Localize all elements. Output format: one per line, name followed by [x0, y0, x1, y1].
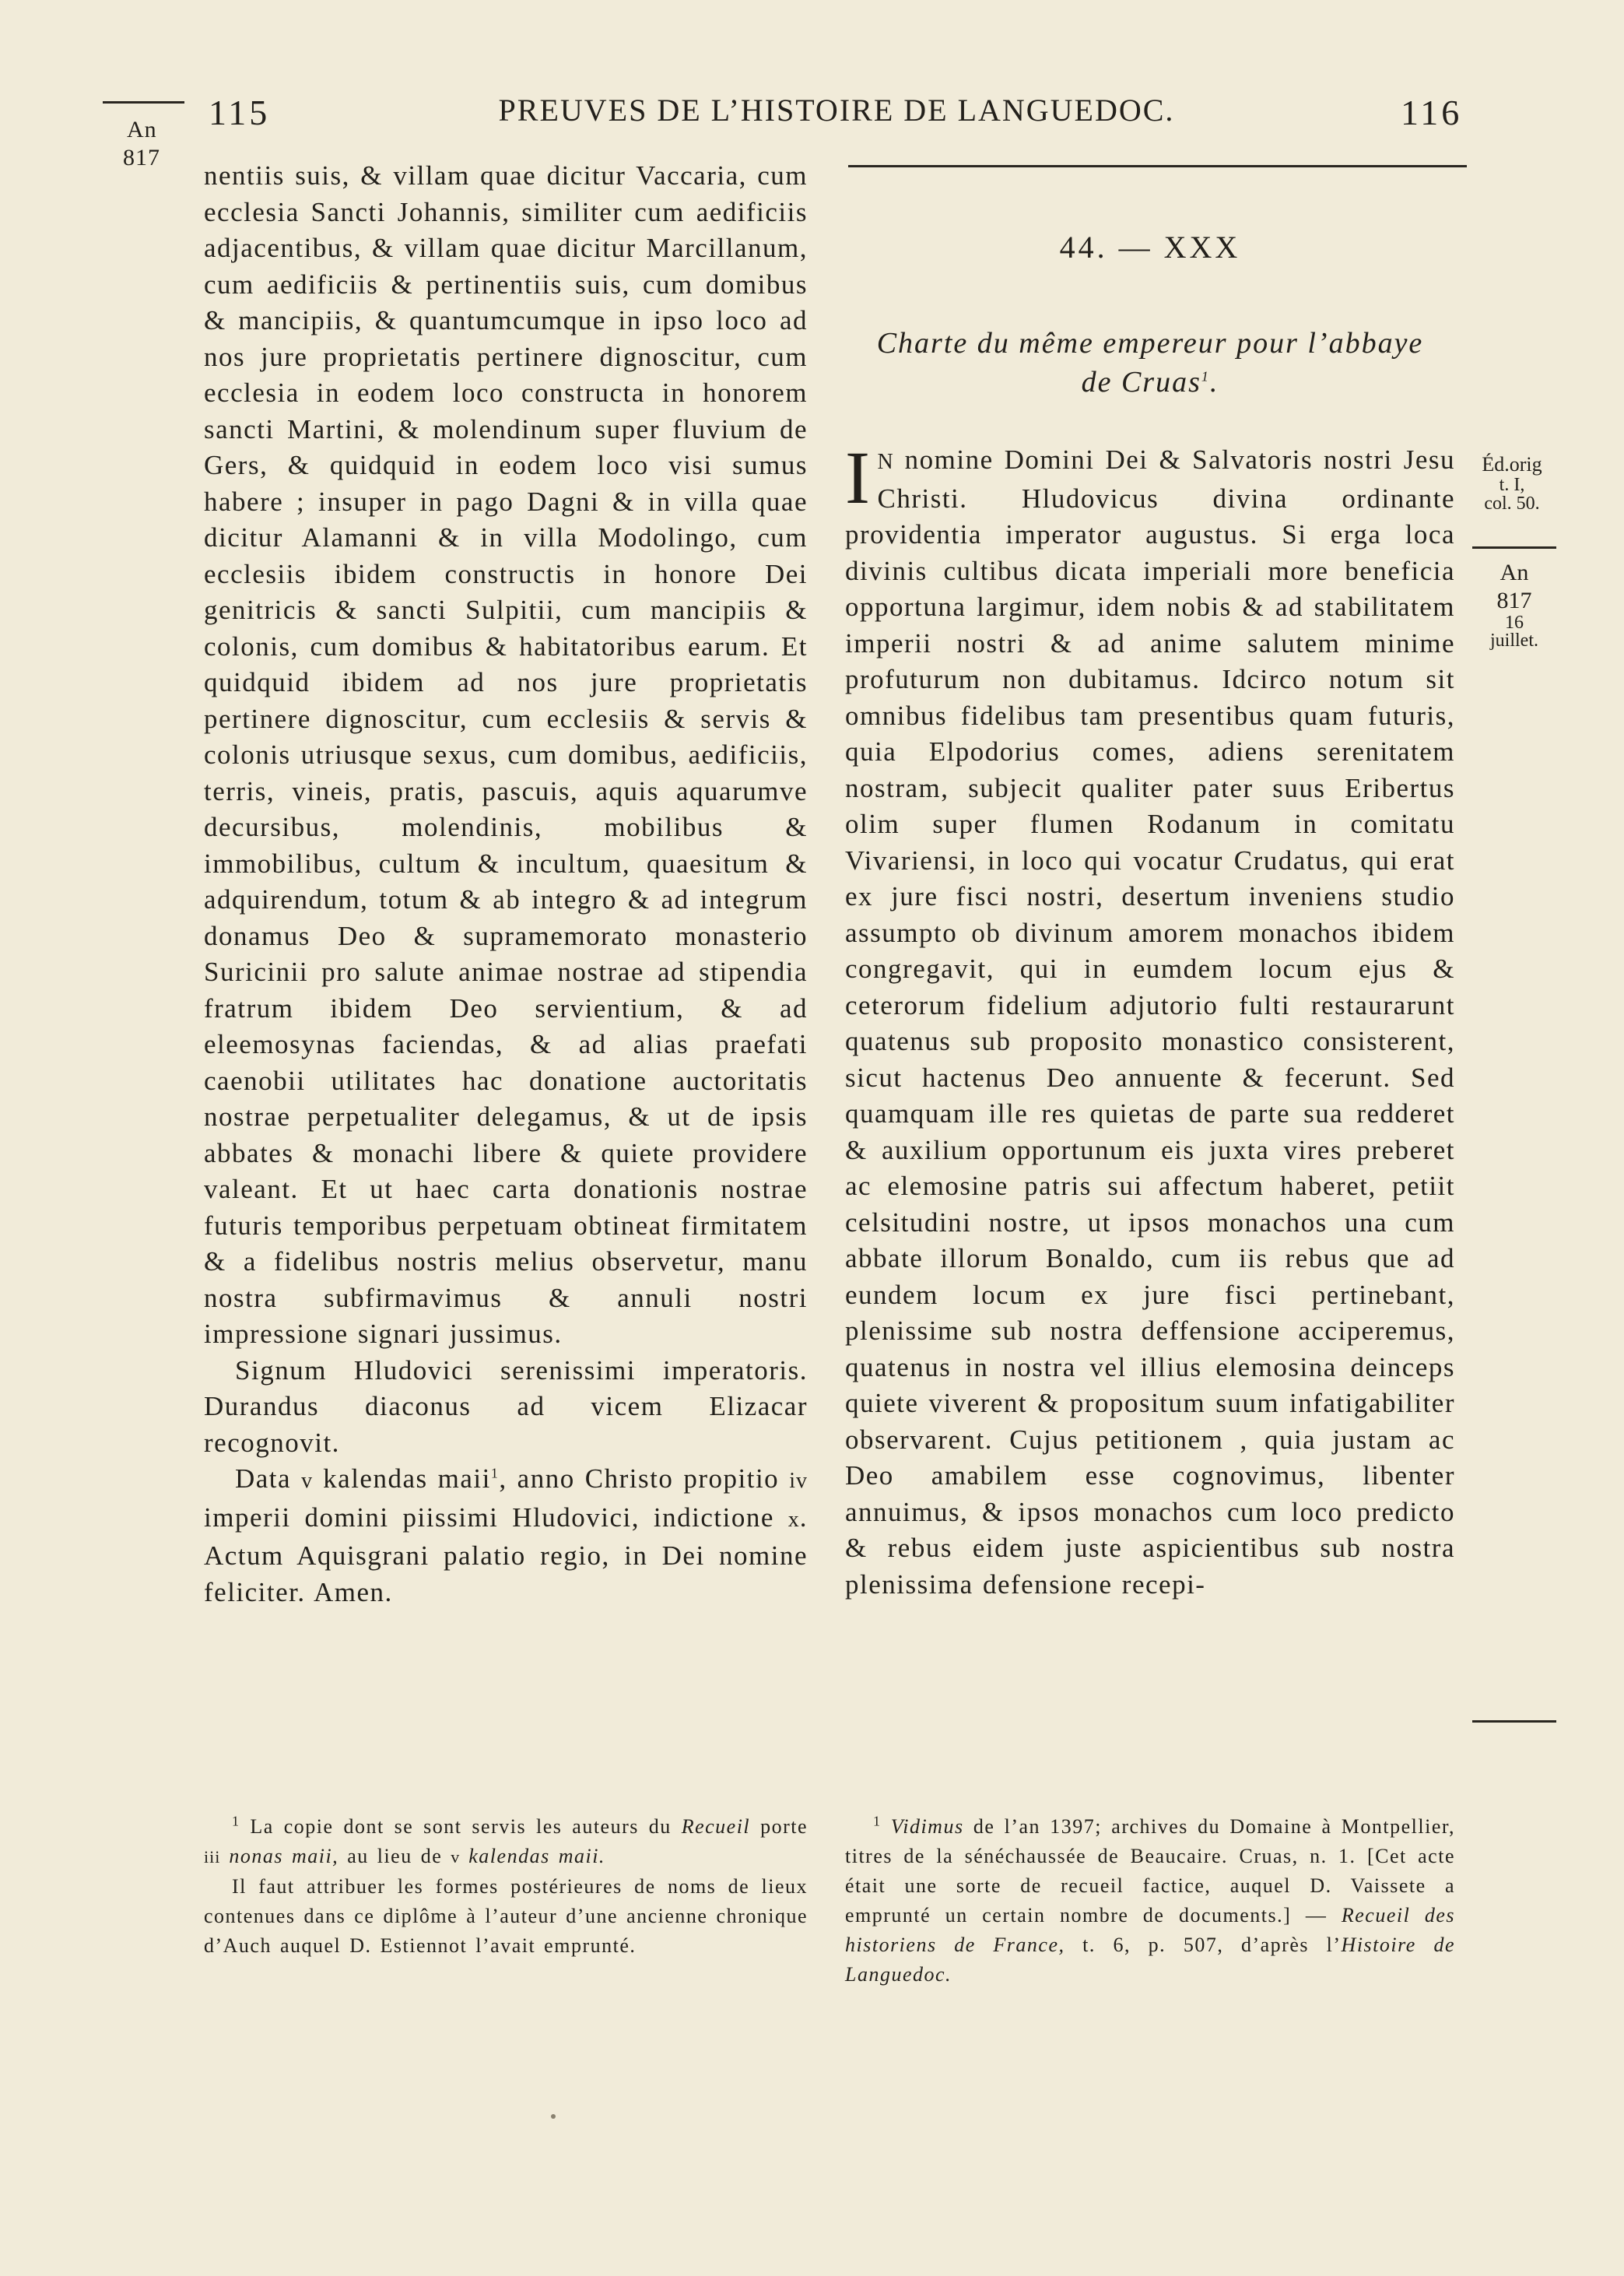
ed-orig-col: col. 50. — [1484, 493, 1540, 514]
footnote-ref: 1 — [490, 1465, 500, 1481]
right-column — [845, 436, 1455, 1603]
fn-left-kalendas: kalendas maii. — [460, 1845, 605, 1867]
footnote-left-1-mark: 1 — [232, 1813, 240, 1829]
margin-an-left: An — [127, 117, 157, 142]
fn-right-text-b: t. 6, p. 507, d’après l’ — [1065, 1934, 1342, 1956]
margin-month-right: juillet. — [1490, 630, 1538, 651]
fn-left-recueil: Recueil — [681, 1815, 751, 1838]
left-paragraph-1: nentiis suis, & villam quae dicitur Vaccaria, cum ecclesia Sancti Johannis, similiter cum aedificiis adjacentibus, & villam quae dicitur Marcillanum, cum aedificiis & pertinentiis suis, cum domibus & mancipiis, & quantumcumque in ipso loco ad nos jure proprietatis pertinere dignoscitur, cum ecclesia in eodem loco constructa in honorem sancti Martini, & molendinum super fluvium de Gers, & quidquid in eodem loco visi sumus habere ; insuper in pago Dagni & in villa quae dicitur Alamanni & in villa Modolingo, cum ecclesiis ibidem constructis in honore Dei genitricis & sancti Sulpitii, cum mancipiis & colonis, cum domibus & habitatoribus earum. Et quidquid ibidem ad nos jure proprietatis pertinere dignoscitur, cum ecclesiis & servis & colonis utriusque sexus, cum domibus, aedificiis, terris, vineis, pratis, pascuis, aquis aquarumve decursibus, molendinis, mobilibus & immobilibus, cultum & incultum, quaesitum & adquirendum, totum & ab integro & ad integrum donamus Deo & supramemorato monasterio Suricinii pro salute animae nostrae ad stipendia fratrum ibidem Deo servientium, & ad eleemosynas faciendas, & ad alias praefati caenobii utilitates hac donatione auctoritatis nostrae perpetualiter delegamus, & ut de ipsis abbates & monachi libere & quiete providere valeant. Et ut haec carta donationis nostrae futuris temporibus perpetuam obtineat firmitatem & a fidelibus nostris melius observetur, manu nostra subfirmavimus & annuli nostri impressione signari jussimus. — [204, 160, 808, 1349]
fn-left-text-c: au lieu de — [338, 1845, 451, 1867]
margin-year-right: 817 — [1496, 588, 1532, 613]
ink-dot — [551, 2114, 556, 2119]
footnote-right-1-mark: 1 — [873, 1813, 882, 1829]
left-paragraph-signum: Signum Hludovici serenissimi imperatoris. Durandus diaconus ad vicem Elizacar recognovit. — [204, 1354, 808, 1458]
data-text-a: Data — [235, 1463, 302, 1494]
data-text-e: . Actum Aquisgrani palatio regio, in Dei nomine feliciter. Amen. — [204, 1502, 808, 1607]
roman-numeral-v: v — [301, 1469, 314, 1493]
header-rule-left — [103, 101, 184, 104]
data-text-d: imperii domini piissimi Hludovici, indictione — [204, 1502, 788, 1533]
ed-orig-label: Éd.orig — [1482, 453, 1542, 476]
fn-left-text-b: porte — [750, 1815, 808, 1838]
charter-text: nomine Domini Dei & Salvatoris nostri Jesu Christi. Hludovicus divina ordinante providentia imperator augustus. Si erga loca divinis cultibus dicata imperiali more beneficia opportuna largimur, idem nobis & ad stabilitatem imperii nostri & ad anime salutem minime profuturum non dubitamus. Idcirco notum sit omnibus fidelibus tam presentibus quam futuris, quia Elpodorius comes, adiens serenitatem nostram, subjecit qualiter pater suus Eribertus olim super flumen Rodanum in comitatu Vivariensi, in loco qui vocatur Crudatus, qui erat ex jure fisci nostri, desertum inveniens studio assumpto ob divinum amorem monachos ibidem congregavit, qui in eumdem locum ejus & ceterorum fidelium adjutorio fulti restaurarunt quatenus sub proposito monastico consisterent, sicut hactenus Deo annuente & fecerunt. Sed quamquam ille res quietas de parte sua redderet & auxilium opportunum eis juxta vires preberet ac elemosine patris sui affectum haberet, petiit celsitudini nostre, ut ipsos monachos una cum abbate illorum Bonaldo, cum iis rebus que ad eundem locum ex jure fisci pertinebant, plenissime sub nostra deffensione acciperemus, quatenus in nostra vel illius elemosina deinceps quiete viverent & propositum suum infatigabiliter observarent. Cujus petitionem , quia justam ac Deo amabilem esse cognovimus, libenter annuimus, & ipsos monachos cum loco predicto & rebus eidem juste aspicientibus sub nostra plenissima defensione recepi- — [845, 444, 1455, 1600]
ed-orig-tome: t. I, — [1499, 475, 1525, 495]
document-title — [864, 324, 1436, 402]
right-paragraph — [845, 436, 1455, 1603]
page-number-left: 115 — [209, 93, 271, 132]
roman-numeral-x: x — [787, 1507, 800, 1532]
running-title: PREUVES DE L’HISTOIRE DE LANGUEDOC. — [498, 93, 1175, 128]
fn-left-numeral: iii — [204, 1847, 221, 1867]
margin-an-right: An — [1499, 560, 1529, 585]
footnote-left-2: Il faut attribuer les formes postérieures de noms de lieux contenues dans ce diplôme à l’auteur d’une ancienne chronique d’Auch auquel D. Estiennot l’avait emprunté. — [204, 1875, 808, 1957]
footnote-left-1 — [204, 1812, 808, 1872]
header-rule-right — [848, 165, 1467, 167]
fn-left-text-a: La copie dont se sont servis les auteurs du — [240, 1815, 682, 1838]
data-text-b: kalendas maii — [313, 1463, 491, 1494]
data-text-c: , anno Christo propitio — [499, 1463, 790, 1494]
footnote-right-1 — [845, 1812, 1455, 1990]
margin-rule-right-bottom — [1472, 1720, 1556, 1723]
margin-year-left: 817 — [123, 145, 160, 170]
document-title-end: . — [1209, 366, 1219, 399]
left-column — [204, 158, 808, 1610]
document-title-text: Charte du même empereur pour l’abbaye de Cruas — [876, 327, 1424, 399]
fn-right-histoire: Histoire de Languedoc. — [845, 1934, 1455, 1986]
document-title-footnote-ref: 1 — [1201, 368, 1210, 385]
fn-left-numeral-v: v — [451, 1847, 461, 1867]
fn-left-nonas: nonas maii, — [220, 1845, 339, 1867]
left-paragraph-data — [204, 1461, 808, 1610]
roman-numeral-iv: iv — [789, 1469, 808, 1493]
opening-small-caps: N — [877, 450, 894, 474]
edition-reference — [1469, 454, 1555, 513]
fn-right-vidimus: Vidimus — [890, 1815, 964, 1838]
footnotes-left — [204, 1812, 808, 1961]
fn-right-recueil: Recueil des historiens de France, — [845, 1904, 1455, 1956]
margin-day-right: 16 — [1505, 613, 1524, 633]
page-number-right: 116 — [1401, 93, 1463, 132]
margin-date-right — [1472, 559, 1556, 651]
footnotes-right — [845, 1812, 1455, 1990]
document-number: 44. — XXX — [1059, 230, 1241, 265]
margin-rule-right — [1472, 546, 1556, 549]
fn-right-text-a: de l’an 1397; archives du Domaine à Montpellier, titres de la sénéchaussée de Beaucaire. Cruas, n. 1. [Cet acte était une sorte de recueil factice, auquel D. Vaissete a emprunté un certain nombre de documents.] — — [845, 1815, 1456, 1927]
drop-cap: I — [845, 436, 872, 519]
